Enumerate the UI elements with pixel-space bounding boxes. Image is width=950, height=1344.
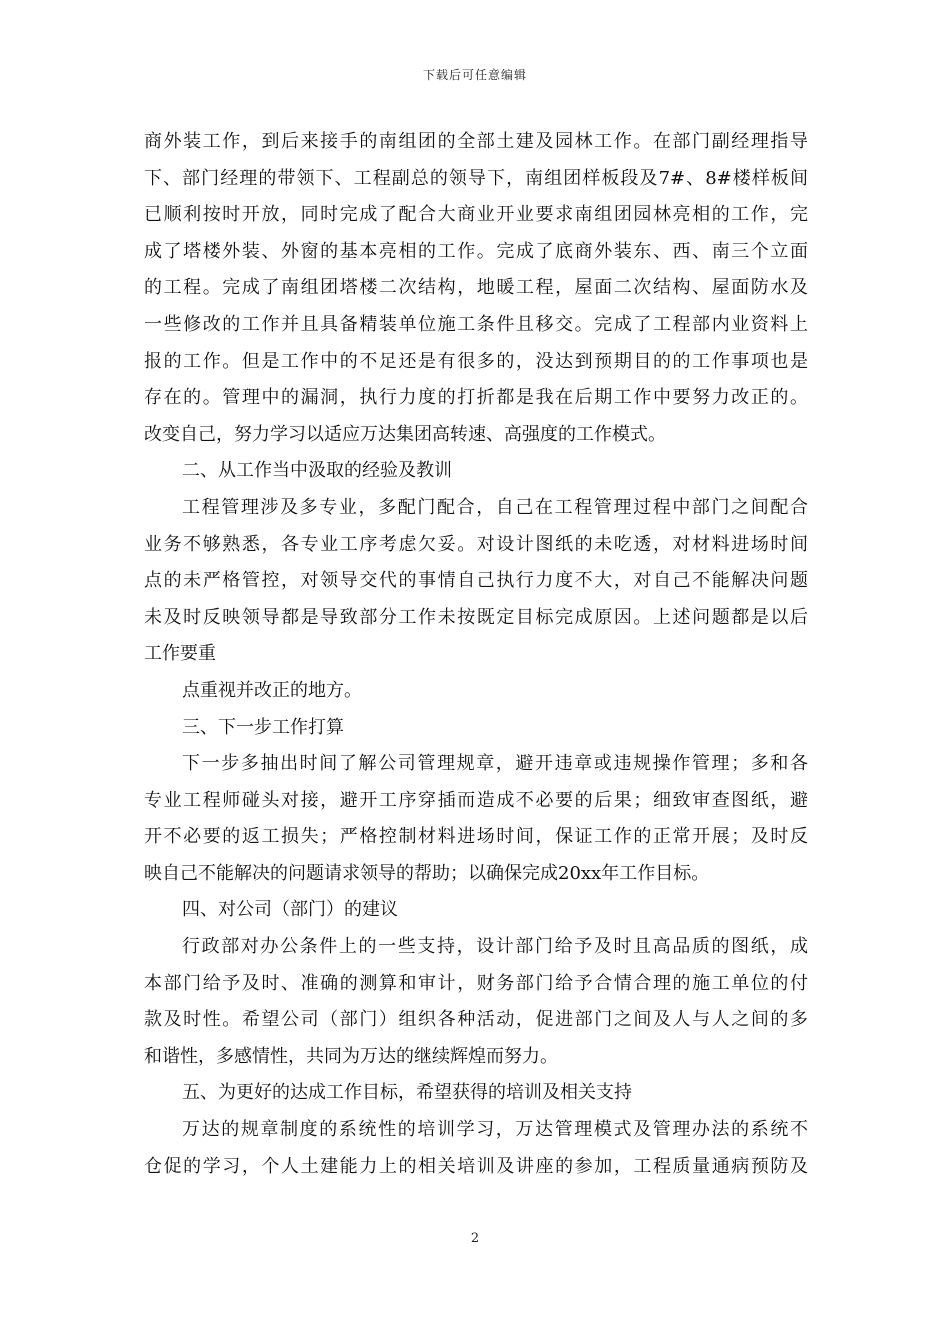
section-heading: 五、为更好的达成工作目标，希望获得的培训及相关支持 (182, 1082, 632, 1104)
paragraph-line: 存在的。管理中的漏洞，执行力度的打折都是我在后期工作中要努力改正的。 (144, 387, 808, 409)
paragraph-line: 本部门给予及时、准确的测算和审计，财务部门给予合情合理的施工单位的付 (144, 972, 808, 994)
document-body (144, 124, 808, 1185)
paragraph-line: 工程管理涉及多专业，多配门配合，自己在工程管理过程中部门之间配合 (182, 496, 808, 518)
paragraph-line: 改变自己，努力学习以适应万达集团高转速、高强度的工作模式。 (144, 423, 666, 445)
paragraph-line: 点的未严格管控，对领导交代的事情自己执行力度不大，对自己不能解决问题 (144, 570, 808, 592)
paragraph-line: 映自己不能解决的问题请求领导的帮助；以确保完成20xx年工作目标。 (144, 862, 710, 884)
section-heading: 二、从工作当中汲取的经验及教训 (182, 460, 452, 482)
paragraph-line: 业务不够熟悉，各专业工序考虑欠妥。对设计图纸的未吃透，对材料进场时间 (144, 533, 808, 555)
paragraph-line: 和谐性，多感情性，共同为万达的继续辉煌而努力。 (144, 1045, 558, 1067)
page-number: 2 (470, 1231, 480, 1246)
paragraph-line: 未及时反映领导都是导致部分工作未按既定目标完成原因。上述问题都是以后 (144, 606, 808, 628)
section-heading: 三、下一步工作打算 (182, 716, 344, 738)
paragraph-line: 下一步多抽出时间了解公司管理规章，避开违章或违规操作管理；多和各 (182, 753, 808, 775)
paragraph-line: 的工程。完成了南组团塔楼二次结构，地暖工程，屋面二次结构、屋面防水及 (144, 277, 808, 299)
paragraph-line: 万达的规章制度的系统性的培训学习，万达管理模式及管理办法的系统不 (182, 1119, 808, 1141)
paragraph-line: 工作要重 (144, 643, 216, 665)
header-note: 下载后可任意编辑 (422, 68, 527, 82)
paragraph-line: 已顺利按时开放，同时完成了配合大商业开业要求南组团园林亮相的工作，完 (144, 204, 808, 226)
paragraph-line: 下、部门经理的带领下、工程副总的领导下，南组团样板段及7#、8#楼样板间 (144, 167, 808, 189)
paragraph-line: 点重视并改正的地方。 (182, 679, 362, 701)
paragraph-line: 专业工程师碰头对接，避开工序穿插而造成不必要的后果；细致审查图纸，避 (144, 789, 808, 811)
paragraph-line: 商外装工作，到后来接手的南组团的全部土建及园林工作。在部门副经理指导 (144, 131, 808, 152)
paragraph-line: 仓促的学习，个人土建能力上的相关培训及讲座的参加，工程质量通病预防及 (144, 1155, 808, 1177)
paragraph-line: 成了塔楼外装、外窗的基本亮相的工作。完成了底商外装东、西、南三个立面 (144, 240, 808, 262)
paragraph-line: 行政部对办公条件上的一些支持，设计部门给予及时且高品质的图纸，成 (182, 936, 808, 958)
paragraph-line: 报的工作。但是工作中的不足还是有很多的，没达到预期目的的工作事项也是 (144, 350, 808, 372)
section-heading: 四、对公司（部门）的建议 (182, 899, 398, 921)
paragraph-line: 款及时性。希望公司（部门）组织各种活动，促进部门之间及人与人之间的多 (144, 1009, 808, 1031)
paragraph-line: 开不必要的返工损失；严格控制材料进场时间，保证工作的正常开展；及时反 (144, 826, 808, 848)
paragraph-line: 一些修改的工作并且具备精装单位施工条件且移交。完成了工程部内业资料上 (144, 313, 808, 335)
